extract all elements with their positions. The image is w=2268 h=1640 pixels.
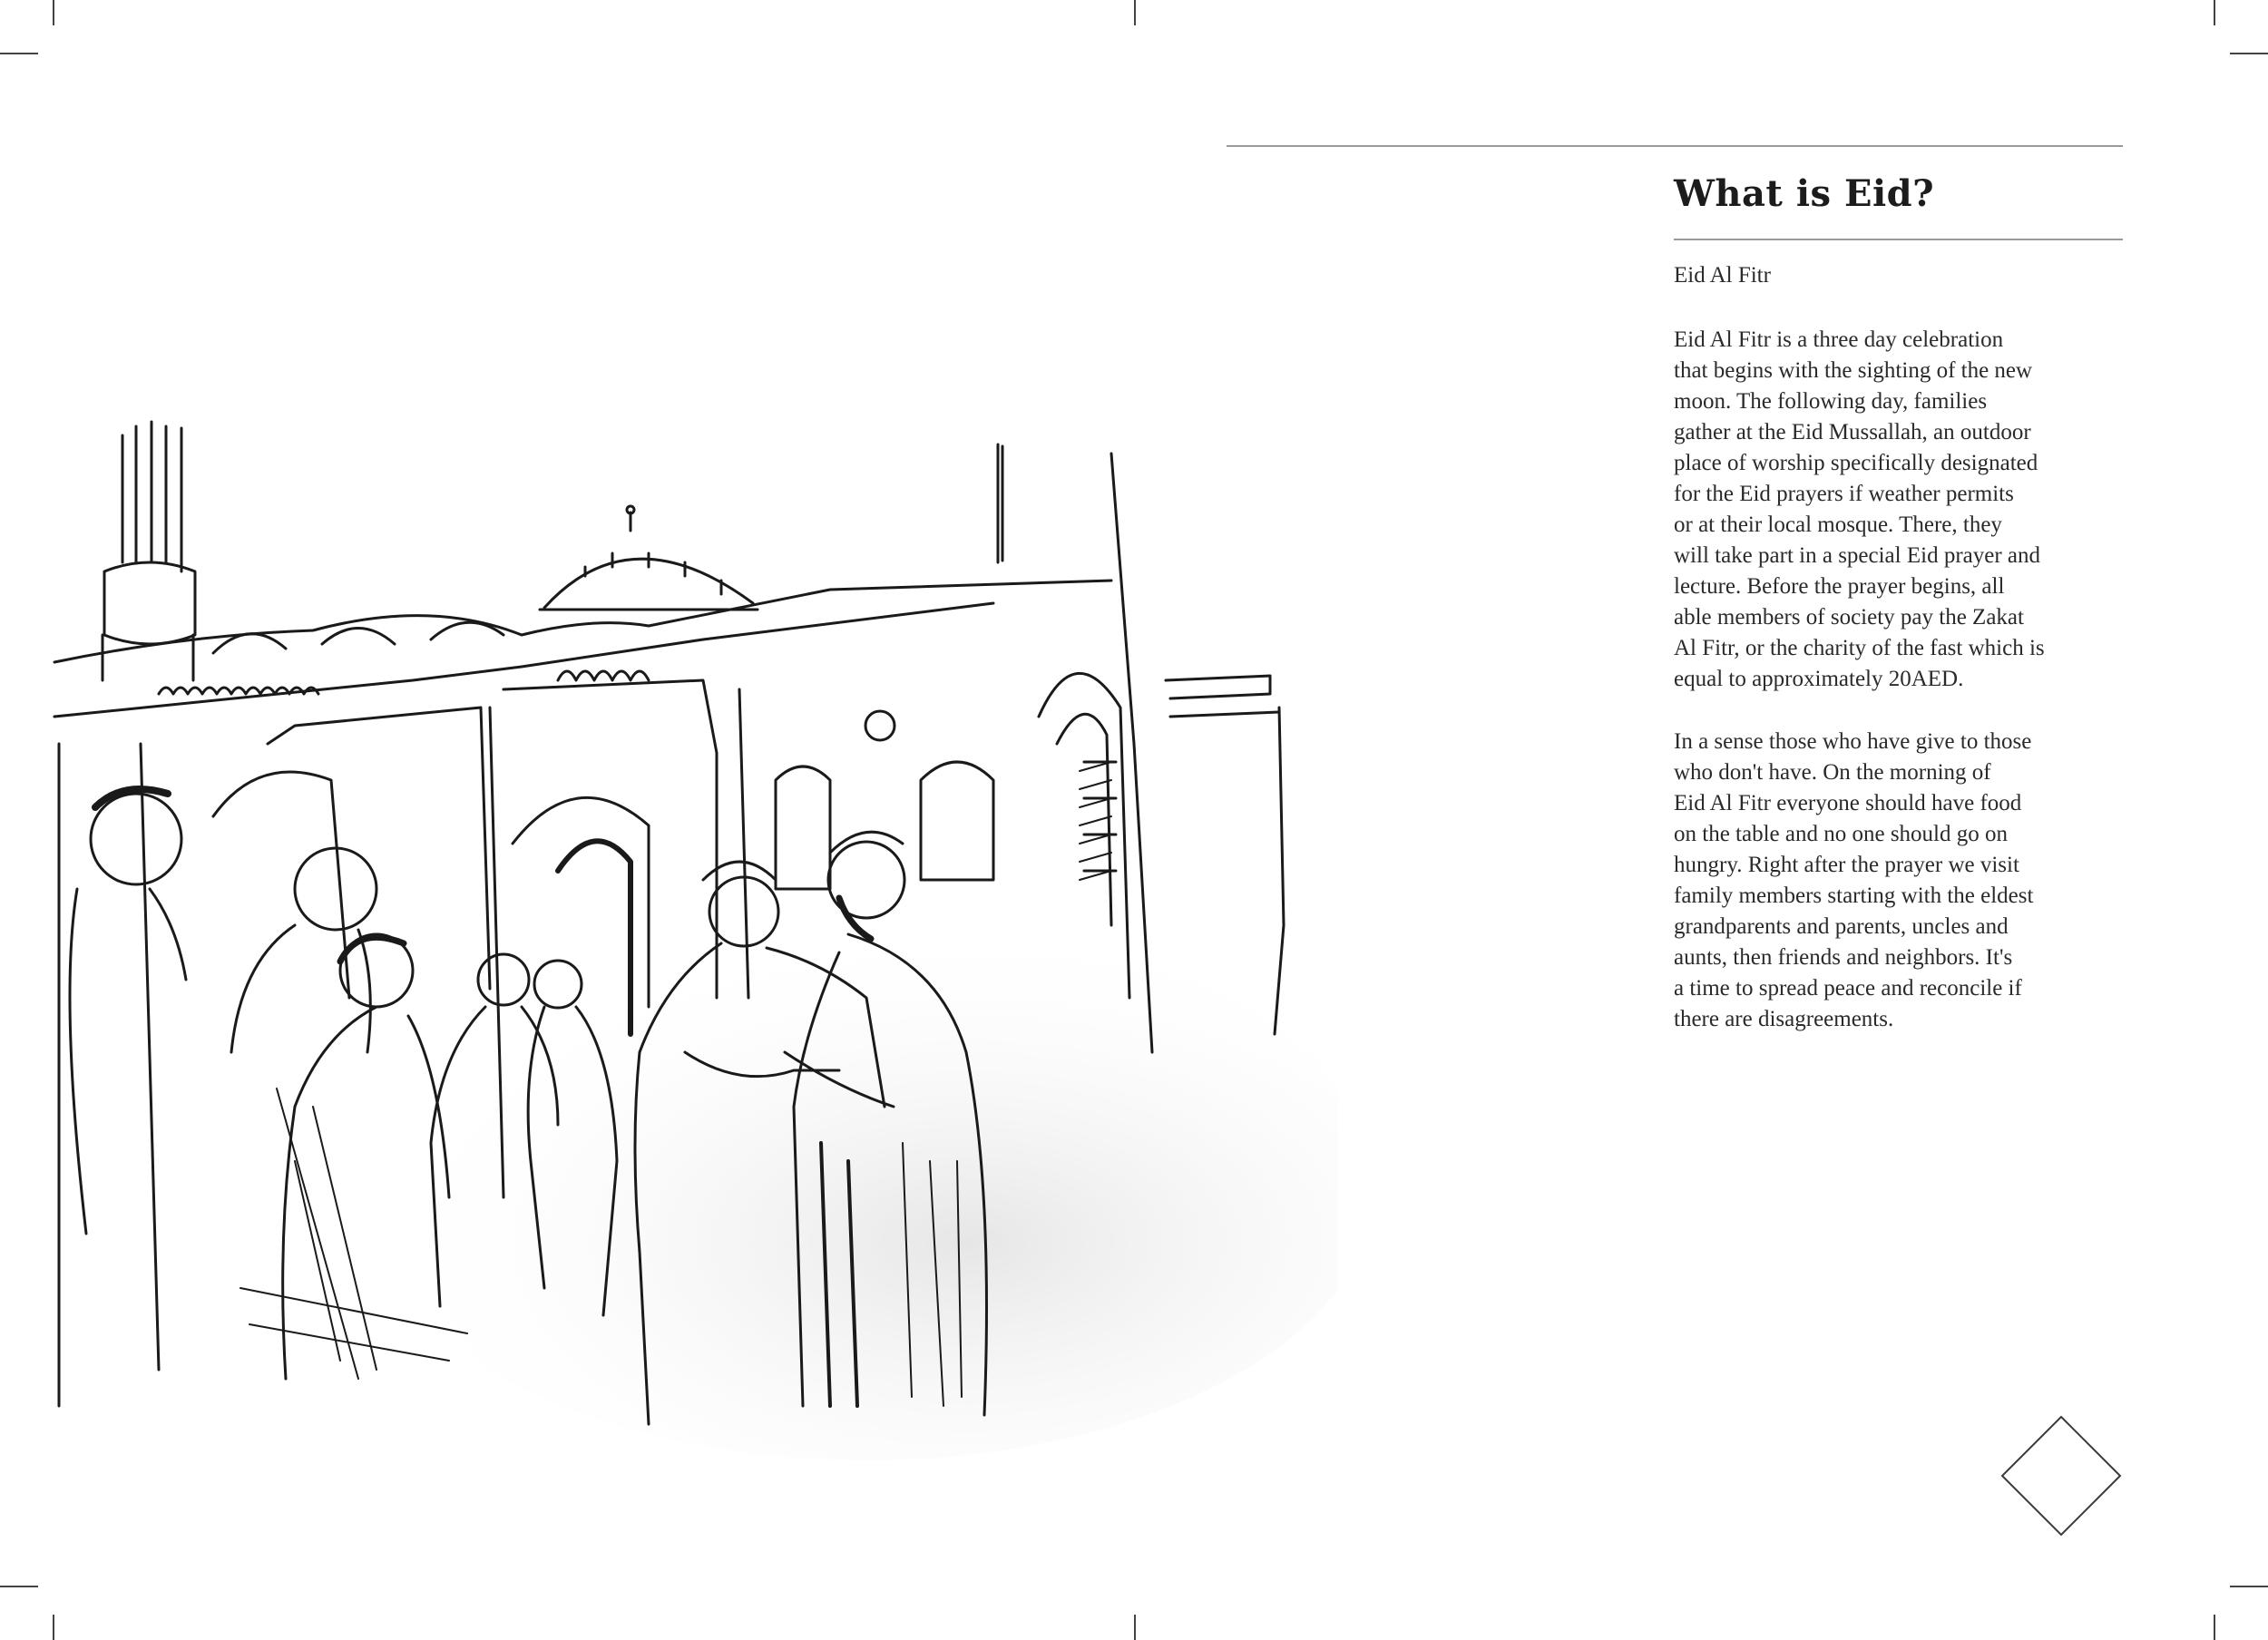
text-line: grandparents and parents, uncles and: [1674, 914, 2009, 939]
section-subtitle: Eid Al Fitr: [1674, 263, 1771, 288]
text-line: or at their local mosque. There, they: [1674, 512, 2002, 537]
diamond-ornament: [2000, 1415, 2122, 1537]
text-line: a time to spread peace and reconcile if: [1674, 976, 2022, 1001]
text-line: Eid Al Fitr everyone should have food: [1674, 791, 2022, 815]
top-rule: [1227, 145, 2123, 147]
crop-mark: [0, 1586, 38, 1587]
body-paragraph-1: [1674, 325, 2127, 695]
crop-mark: [2214, 0, 2215, 25]
text-line: hungry. Right after the prayer we visit: [1674, 853, 2019, 877]
text-line: able members of society pay the Zakat: [1674, 605, 2024, 630]
text-line: In a sense those who have give to those: [1674, 729, 2032, 754]
text-line: equal to approximately 20AED.: [1674, 667, 1964, 691]
text-line: for the Eid prayers if weather permits: [1674, 482, 2014, 506]
crop-mark: [2230, 53, 2268, 54]
crop-mark: [0, 53, 38, 54]
crop-mark: [1134, 0, 1136, 25]
crop-mark: [53, 0, 54, 25]
text-line: Eid Al Fitr is a three day celebration: [1674, 327, 2004, 352]
crop-mark: [2214, 1615, 2215, 1640]
text-line: family members starting with the eldest: [1674, 883, 2034, 908]
text-line: that begins with the sighting of the new: [1674, 358, 2033, 383]
text-line: gather at the Eid Mussallah, an outdoor: [1674, 420, 2031, 444]
text-line: will take part in a special Eid prayer and: [1674, 543, 2041, 568]
text-line: moon. The following day, families: [1674, 389, 1988, 414]
body-paragraph-2: [1674, 727, 2127, 1035]
crop-mark: [2230, 1586, 2268, 1587]
text-line: aunts, then friends and neighbors. It's: [1674, 945, 2013, 970]
text-line: place of worship specifically designated: [1674, 451, 2038, 475]
text-line: who don't have. On the morning of: [1674, 760, 1991, 785]
text-line: lecture. Before the prayer begins, all: [1674, 574, 2005, 599]
text-line: Al Fitr, or the charity of the fast which is: [1674, 636, 2045, 660]
crop-mark: [53, 1615, 54, 1640]
heading-rule: [1674, 239, 2123, 240]
mosque-sketch-illustration: [50, 417, 1338, 1497]
page-title: What is Eid?: [1674, 172, 1935, 215]
crop-mark: [1134, 1615, 1136, 1640]
text-line: there are disagreements.: [1674, 1007, 1894, 1031]
text-line: on the table and no one should go on: [1674, 822, 2008, 846]
